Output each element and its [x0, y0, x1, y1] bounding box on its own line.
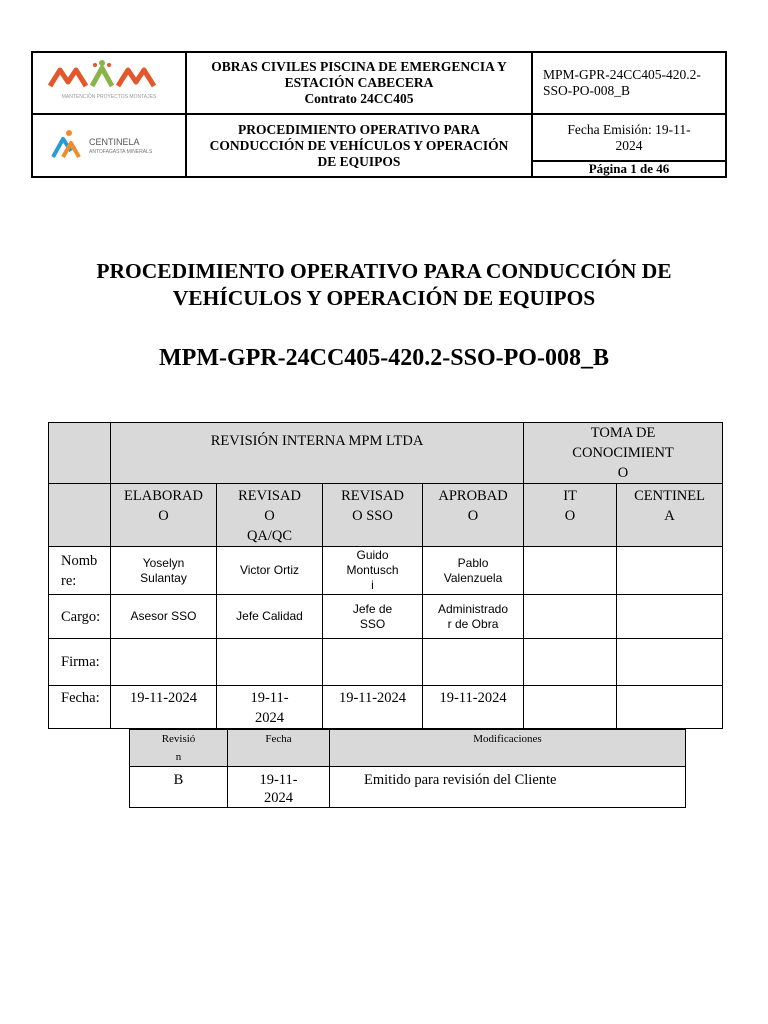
cargo-sso — [323, 595, 423, 639]
fecha-sso — [323, 686, 423, 729]
mods-fecha — [228, 767, 330, 808]
table-row — [49, 547, 723, 595]
nombre-qaqc-l1: Victor Ortiz — [239, 563, 300, 577]
col-qaqc-l1: REVISAD — [238, 488, 301, 504]
procedure-line-3: DE EQUIPOS — [317, 153, 401, 169]
page-title-line-1: PROCEDIMIENTO OPERATIVO PARA CONDUCCIÓN DE — [96, 259, 672, 283]
row-label-cargo: Cargo: — [49, 595, 111, 639]
project-title-cell — [186, 52, 532, 114]
nombre-elaborado-l1: Yoselyn — [142, 555, 185, 570]
cargo-sso-l2: SSO — [359, 616, 386, 631]
mods-description: Emitido para revisión del Cliente — [330, 767, 686, 808]
mods-header-revision-l1: Revisió — [161, 733, 196, 745]
col-elaborado — [111, 484, 217, 547]
nombre-sso — [323, 547, 423, 595]
cargo-sso-l1: Jefe de — [352, 601, 393, 616]
fecha-elaborado — [111, 686, 217, 729]
cargo-qaqc-l1: Jefe Calidad — [236, 609, 303, 623]
mods-header-revision — [130, 730, 228, 767]
nombre-aprobado-l2: Valenzuela — [443, 570, 503, 585]
nombre-ito — [524, 547, 617, 595]
fecha-sso-l1: 19-11-2024 — [338, 690, 407, 706]
firma-sso — [323, 639, 423, 686]
col-ito-l2: O — [564, 508, 576, 524]
procedure-line-2: CONDUCCIÓN DE VEHÍCULOS Y OPERACIÓN — [209, 137, 509, 153]
nombre-aprobado — [423, 547, 524, 595]
cargo-aprobado — [423, 595, 524, 639]
review-corner — [49, 423, 111, 484]
table-row — [49, 639, 723, 686]
page-title-line-2: VEHÍCULOS Y OPERACIÓN DE EQUIPOS — [172, 286, 596, 310]
firma-elaborado — [111, 639, 217, 686]
nombre-label-l2: re: — [61, 572, 77, 589]
toma-line-2: CONOCIMIENT — [572, 445, 674, 461]
nombre-qaqc — [217, 547, 323, 595]
nombre-label-l1: Nomb — [61, 552, 98, 569]
internal-review-group: REVISIÓN INTERNA MPM LTDA — [111, 423, 524, 484]
mods-header-fecha — [228, 730, 330, 767]
procedure-title-cell — [186, 114, 532, 177]
table-row — [49, 595, 723, 639]
col-sso-l1: REVISAD — [341, 488, 404, 504]
col-aprobado — [423, 484, 524, 547]
cargo-aprobado-l1: Administrado — [438, 601, 509, 616]
document-header — [31, 51, 727, 178]
cargo-elaborado — [111, 595, 217, 639]
col-ito — [524, 484, 617, 547]
cargo-ito — [524, 595, 617, 639]
fecha-qaqc-l2: 2024 — [255, 710, 284, 726]
nombre-sso-l3: i — [371, 578, 374, 592]
nombre-sso-l1: Guido — [356, 548, 389, 562]
mpm-logo-icon — [44, 56, 174, 106]
nombre-elaborado — [111, 547, 217, 595]
centinela-logo-icon — [49, 121, 169, 165]
toma-group — [524, 423, 723, 484]
centinela-logo-name: CENTINELA — [89, 137, 140, 147]
cargo-elaborado-l1: Asesor SSO — [130, 609, 197, 623]
cargo-centinela — [617, 595, 723, 639]
mpm-logo-cell — [32, 52, 186, 114]
col-centinela-l1: CENTINEL — [634, 488, 705, 504]
mods-revision: B — [130, 767, 228, 808]
fecha-qaqc — [217, 686, 323, 729]
mods-header-mods-l1: Modificaciones — [473, 733, 542, 745]
col-aprobado-l2: O — [467, 508, 479, 524]
firma-aprobado — [423, 639, 524, 686]
project-line-2: ESTACIÓN CABECERA — [284, 75, 434, 90]
fecha-elaborado-l1: 19-11-2024 — [129, 690, 198, 706]
col-aprobado-l1: APROBAD — [438, 488, 508, 504]
issue-date-line-2: 2024 — [615, 137, 643, 153]
doc-code-line-1: MPM-GPR-24CC405-420.2- — [543, 67, 701, 82]
mods-fecha-l1: 19-11- — [259, 772, 298, 788]
centinela-logo-sub: ANTOFAGASTA MINERALS — [89, 149, 153, 155]
col-elaborado-l2: O — [158, 508, 169, 524]
col-centinela — [617, 484, 723, 547]
mods-header-revision-l2: n — [175, 751, 182, 763]
mods-fecha-l2: 2024 — [264, 790, 293, 806]
mpm-logo-caption: MANTENCIÓN PROYECTOS MONTAJES — [61, 93, 157, 100]
modifications-table — [129, 729, 686, 808]
nombre-sso-l2: Montusch — [346, 563, 399, 577]
fecha-centinela — [617, 686, 723, 729]
nombre-centinela — [617, 547, 723, 595]
header-corner — [49, 484, 111, 547]
col-centinela-l2: A — [664, 508, 675, 524]
nombre-aprobado-l1: Pablo — [457, 555, 489, 570]
table-row — [130, 767, 686, 808]
col-qaqc-l3: QA/QC — [246, 528, 293, 544]
cargo-aprobado-l2: r de Obra — [447, 616, 499, 631]
toma-line-3: O — [617, 465, 629, 481]
table-row — [49, 686, 723, 729]
fecha-aprobado — [423, 686, 524, 729]
firma-centinela — [617, 639, 723, 686]
col-sso-l2: O SSO — [352, 508, 393, 524]
firma-qaqc — [217, 639, 323, 686]
issue-date-line-1: Fecha Emisión: 19-11- — [567, 121, 691, 137]
doc-code-cell — [532, 52, 726, 114]
fecha-qaqc-l1: 19-11- — [250, 690, 289, 706]
nombre-elaborado-l2: Sulantay — [140, 570, 187, 585]
row-label-nombre — [49, 547, 111, 595]
issue-date-cell — [532, 114, 726, 161]
page-number: Página 1 de 46 — [532, 161, 726, 177]
fecha-aprobado-l1: 19-11-2024 — [439, 690, 507, 706]
doc-code-line-2: SSO-PO-008_B — [543, 83, 631, 98]
fecha-ito — [524, 686, 617, 729]
toma-line-1: TOMA DE — [590, 425, 656, 441]
page-title — [40, 258, 728, 312]
mods-header-modificaciones — [330, 730, 686, 767]
col-elaborado-l1: ELABORAD — [124, 488, 203, 504]
col-revisado-sso — [323, 484, 423, 547]
contract-number: Contrato 24CC405 — [304, 91, 414, 106]
col-qaqc-l2: O — [264, 508, 275, 524]
procedure-line-1: PROCEDIMIENTO OPERATIVO PARA — [238, 121, 480, 137]
row-label-fecha: Fecha: — [49, 686, 111, 729]
project-line-1: OBRAS CIVILES PISCINA DE EMERGENCIA Y — [211, 59, 507, 74]
centinela-logo-cell — [32, 114, 186, 177]
document-code: MPM-GPR-24CC405-420.2-SSO-PO-008_B — [159, 345, 609, 371]
col-ito-l1: IT — [563, 488, 577, 504]
review-table — [48, 422, 723, 729]
firma-ito — [524, 639, 617, 686]
row-label-firma: Firma: — [49, 639, 111, 686]
col-revisado-qaqc — [217, 484, 323, 547]
cargo-qaqc — [217, 595, 323, 639]
mods-header-fecha-l1: Fecha — [265, 733, 292, 745]
